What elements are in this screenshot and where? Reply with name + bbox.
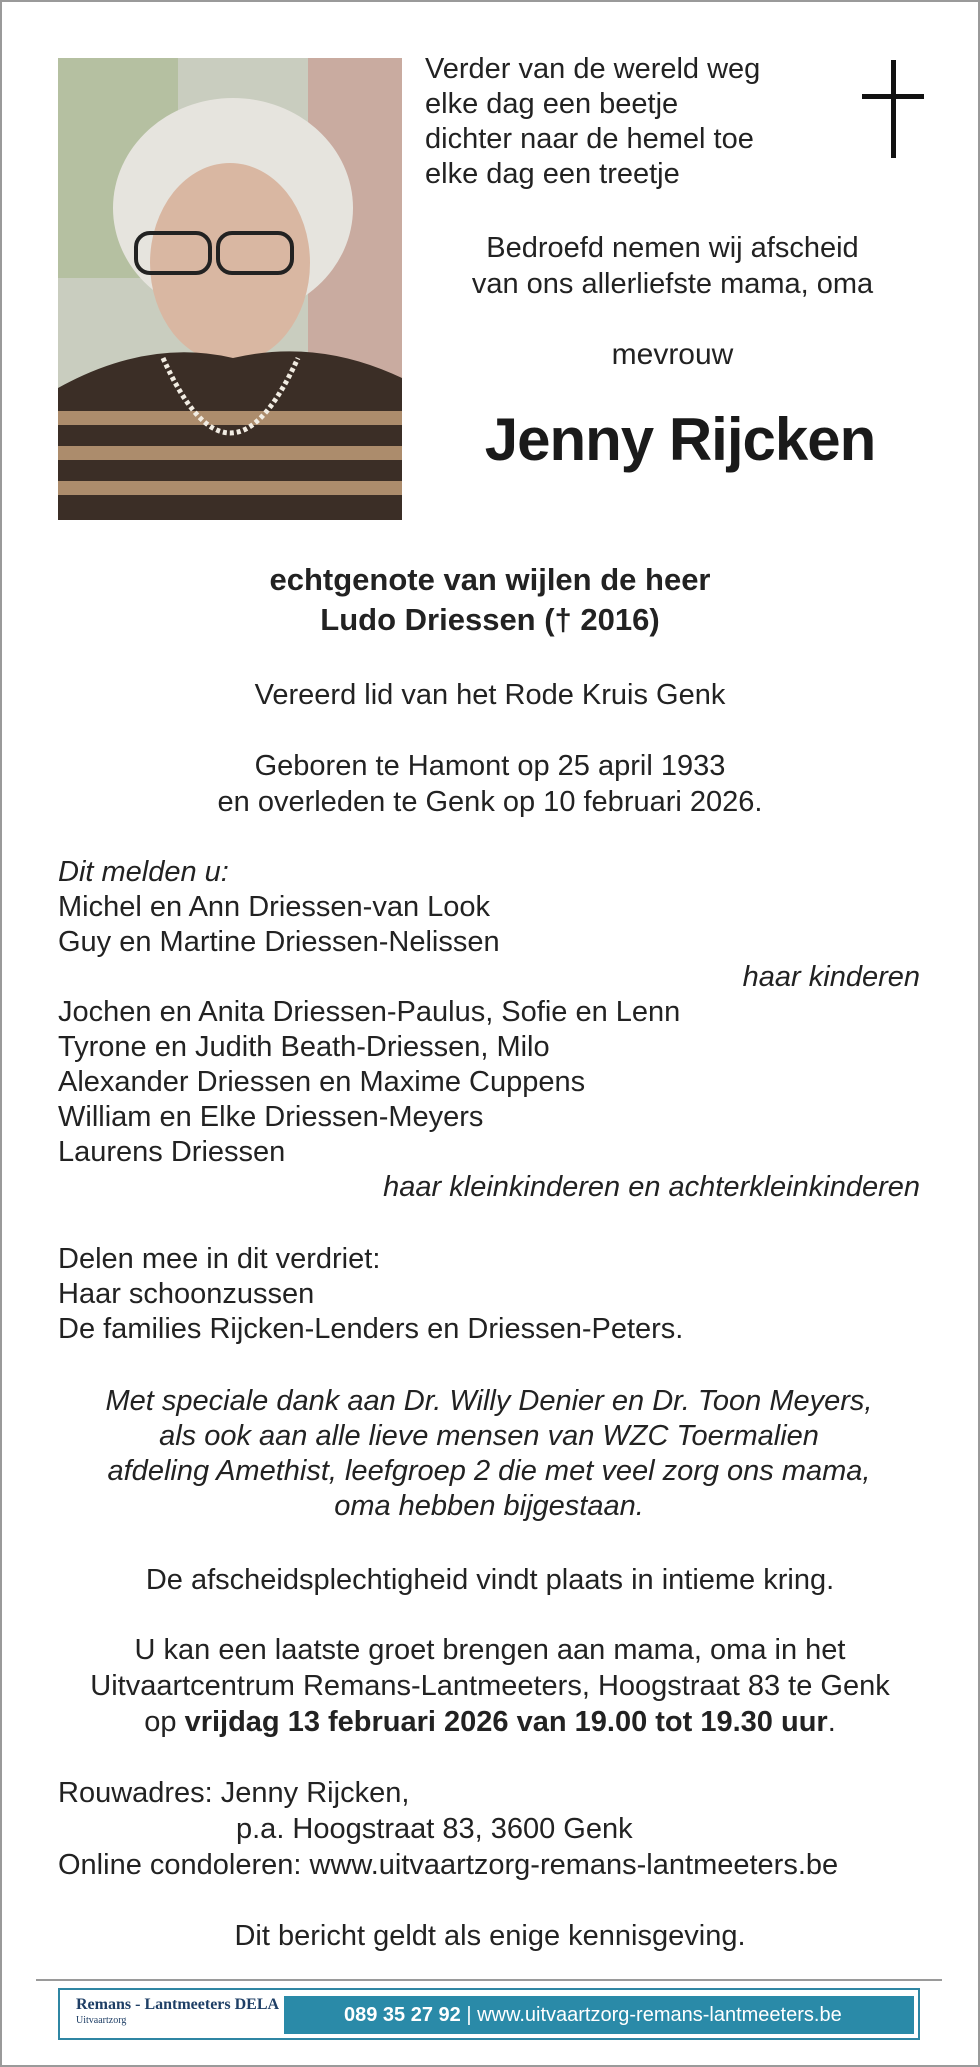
children-role: haar kinderen (742, 961, 920, 993)
title-prefix: mevrouw (611, 338, 734, 371)
visit-suffix: . (827, 1706, 836, 1738)
portrait-illustration (58, 58, 402, 520)
visit-line: U kan een laatste groet brengen aan mama, oma in het (134, 1634, 846, 1666)
address-line: Rouwadres: Jenny Rijcken, (58, 1777, 410, 1809)
thanks-line: oma hebben bijgestaan. (334, 1490, 644, 1522)
condolence-link[interactable]: Online condoleren: www.uitvaartzorg-remans-lantmeeters.be (58, 1849, 839, 1881)
address-line: p.a. Hoogstraat 83, 3600 Genk (236, 1813, 633, 1845)
notice-text: Dit bericht geldt als enige kennisgeving. (234, 1920, 746, 1952)
birth-death (0, 748, 980, 820)
share-section (58, 1242, 920, 1347)
intro-line: van ons allerliefste mama, oma (471, 268, 874, 300)
thanks-line: Met speciale dank aan Dr. Willy Denier en Dr. Toon Meyers, (105, 1385, 873, 1417)
logo-brand: Remans - Lantmeeters DELA (76, 1996, 280, 2013)
share-entry: Haar schoonzussen (58, 1278, 315, 1310)
child-entry: Michel en Ann Driessen-van Look (58, 891, 491, 923)
website-link[interactable]: www.uitvaartzorg-remans-lantmeeters.be (477, 2004, 842, 2026)
grandchildren-role: haar kleinkinderen en achterkleinkinderen (383, 1171, 920, 1203)
address-block (58, 1775, 958, 1883)
contact-bar (284, 1996, 914, 2034)
announce-label: Dit melden u: (58, 856, 229, 888)
grandchild-entry: Jochen en Anita Driessen-Paulus, Sofie en Lenn (58, 996, 681, 1028)
phone-number[interactable]: 089 35 27 92 (344, 2004, 461, 2026)
poem-line: dichter naar de hemel toe (425, 123, 754, 155)
poem-line: Verder van de wereld weg (425, 53, 761, 85)
logo-sub: Uitvaartzorg (76, 2015, 127, 2026)
poem (425, 52, 760, 192)
thanks-text (58, 1384, 920, 1524)
grandchild-entry: Laurens Driessen (58, 1136, 286, 1168)
grandchild-entry: Tyrone en Judith Beath-Driessen, Milo (58, 1031, 550, 1063)
poem-line: elke dag een treetje (425, 158, 680, 190)
poem-line: elke dag een beetje (425, 88, 679, 120)
death-line: en overleden te Genk op 10 februari 2026. (217, 786, 763, 818)
divider (36, 1979, 942, 1981)
thanks-line: als ook aan alle lieve mensen van WZC Toermalien (159, 1420, 819, 1452)
birth-line: Geboren te Hamont op 25 april 1933 (254, 750, 726, 782)
intro-text (425, 230, 920, 302)
share-entry: De families Rijcken-Lenders en Driessen-Peters. (58, 1313, 684, 1345)
separator: | (466, 2004, 472, 2026)
deceased-name: Jenny Rijcken (484, 406, 876, 473)
funeral-home-banner (58, 1988, 920, 2040)
grandchild-entry: Alexander Driessen en Maxime Cuppens (58, 1066, 586, 1098)
portrait-photo (58, 58, 402, 520)
visit-prefix: op (144, 1706, 185, 1738)
family-list (58, 855, 920, 1205)
visit-line (0, 1704, 980, 1740)
spouse-info (0, 560, 980, 640)
ceremony-text: De afscheidsplechtigheid vindt plaats in intieme kring. (145, 1564, 835, 1596)
visit-line: Uitvaartcentrum Remans-Lantmeeters, Hoogstraat 83 te Genk (90, 1670, 890, 1702)
member-text: Vereerd lid van het Rode Kruis Genk (254, 679, 726, 711)
thanks-line: afdeling Amethist, leefgroep 2 die met veel zorg ons mama, (107, 1455, 871, 1487)
spouse-line: Ludo Driessen († 2016) (320, 602, 660, 637)
grandchild-entry: William en Elke Driessen-Meyers (58, 1101, 484, 1133)
child-entry: Guy en Martine Driessen-Nelissen (58, 926, 500, 958)
funeral-home-logo (76, 1996, 279, 2026)
cross-icon (862, 60, 924, 160)
share-heading: Delen mee in dit verdriet: (58, 1243, 381, 1275)
visit-info (0, 1632, 980, 1740)
intro-line: Bedroefd nemen wij afscheid (486, 232, 859, 264)
spouse-line: echtgenote van wijlen de heer (269, 562, 711, 597)
visit-datetime: vrijdag 13 februari 2026 van 19.00 tot 19.30 uur (184, 1706, 828, 1738)
